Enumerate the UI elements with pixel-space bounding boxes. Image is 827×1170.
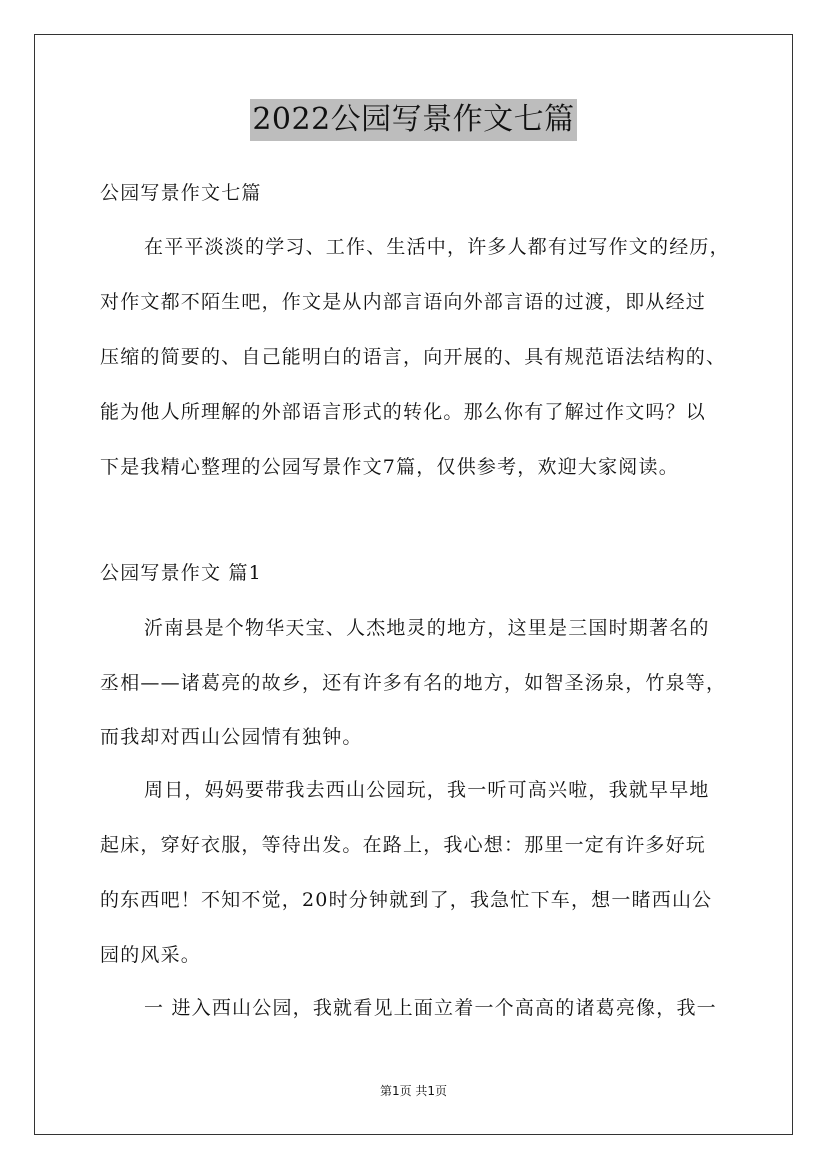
section-heading: 公园写景作文七篇 [100, 182, 262, 204]
paragraph-line: 下是我精心整理的公园写景作文7篇，仅供参考，欢迎大家阅读。 [100, 456, 679, 478]
document-title: 2022公园写景作文七篇 [250, 99, 576, 141]
paragraph-line: 丞相——诸葛亮的故乡，还有许多有名的地方，如智圣汤泉，竹泉等， [100, 672, 727, 694]
paragraph-line: 周日，妈妈要带我去西山公园玩，我一听可高兴啦，我就早早地 [144, 779, 710, 801]
paragraph-line: 压缩的简要的、自己能明白的语言，向开展的、具有规范语法结构的、 [100, 346, 727, 368]
section-heading: 公园写景作文 篇1 [100, 562, 262, 584]
title-container [0, 99, 827, 141]
paragraph-line: 的东西吧！不知不觉，20时分钟就到了，我急忙下车，想一睹西山公 [100, 889, 713, 911]
paragraph-line: 一 进入西山公园，我就看见上面立着一个高高的诸葛亮像，我一 [144, 997, 717, 1019]
paragraph-line: 园的风采。 [100, 944, 202, 966]
paragraph-line: 能为他人所理解的外部语言形式的转化。那么你有了解过作文吗？以 [100, 401, 707, 423]
paragraph-line: 对作文都不陌生吧，作文是从内部言语向外部言语的过渡，即从经过 [100, 291, 707, 313]
paragraph-line: 在平平淡淡的学习、工作、生活中，许多人都有过写作文的经历， [144, 236, 730, 258]
paragraph-line: 起床，穿好衣服，等待出发。在路上，我心想：那里一定有许多好玩 [100, 834, 707, 856]
page-footer: 第1页 共1页 [379, 1084, 448, 1098]
paragraph-line: 沂南县是个物华天宝、人杰地灵的地方，这里是三国时期著名的 [144, 617, 710, 639]
paragraph-line: 而我却对西山公园情有独钟。 [100, 726, 363, 748]
